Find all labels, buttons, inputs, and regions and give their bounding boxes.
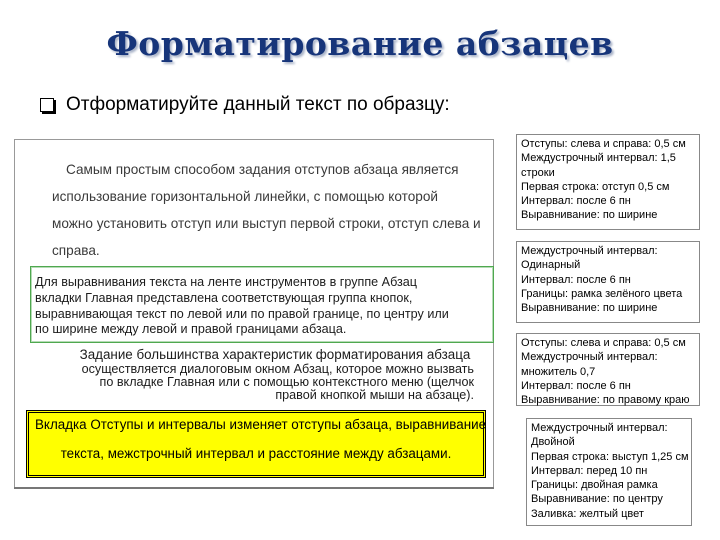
format-callout-4	[526, 418, 692, 526]
paragraph-3-line: осуществляется диалоговым окном Абзац, которое можно вызвать	[81, 362, 474, 376]
format-callout-3	[516, 333, 700, 406]
paragraph-3-line: Задание большинства характеристик форматирования абзаца	[79, 347, 471, 362]
callout-line: Выравнивание: по центру	[531, 493, 663, 506]
callout-line: множитель 0,7	[521, 365, 596, 378]
paragraph-1-line: Самым простым способом задания отступов абзаца является	[66, 162, 459, 177]
paragraph-1-line: справа.	[52, 243, 100, 258]
callout-line: Отступы: слева и справа: 0,5 см	[521, 138, 686, 150]
callout-line: Выравнивание: по правому краю	[521, 394, 690, 407]
slide-title: Форматирование абзацев	[106, 24, 614, 63]
callout-line: Интервал: перед 10 пн	[531, 464, 648, 477]
paragraph-3-line: по вкладке Главная или с помощью контекстного меню (щелчок	[99, 375, 474, 389]
callout-line: Междустрочный интервал: 1,5	[521, 152, 676, 165]
paragraph-4-line: текста, межстрочный интервал и расстояние между абзацами.	[60, 446, 452, 461]
callout-line: Выравнивание: по ширине	[521, 209, 658, 222]
format-callout-1	[516, 134, 700, 230]
callout-line: Интервал: после 6 пн	[521, 273, 631, 286]
callout-line: Двойной	[531, 436, 575, 449]
paragraph-4-yellow-box	[26, 410, 486, 478]
paragraph-3	[76, 348, 474, 402]
document-bottom-border	[14, 487, 494, 489]
callout-line: Первая строка: выступ 1,25 см	[531, 450, 689, 463]
callout-line: Отступы: слева и справа: 0,5 см	[521, 337, 686, 349]
callout-line: Одинарный	[521, 259, 581, 272]
paragraph-3-line: правой кнопкой мыши на абзаце).	[275, 388, 474, 402]
paragraph-1-line: использование горизонтальной линейки, с помощью которой	[52, 189, 438, 204]
callout-line: строки	[521, 166, 555, 179]
callout-line: Междустрочный интервал:	[521, 351, 658, 364]
callout-line: Границы: рамка зелёного цвета	[521, 287, 683, 300]
callout-line: Междустрочный интервал:	[531, 422, 668, 434]
paragraph-2-line: по ширине между левой и правой границами абзаца.	[35, 322, 347, 337]
paragraph-1-line: можно установить отступ или выступ первой строки, отступ слева и	[52, 216, 481, 231]
paragraph-2-line: выравнивающая текст по левой или по правой границе, по центру или	[35, 306, 449, 321]
task-instruction	[40, 94, 450, 116]
callout-line: Выравнивание: по ширине	[521, 302, 658, 315]
callout-line: Интервал: после 6 пн	[521, 195, 631, 208]
paragraph-2-line: вкладки Главная представлена соответствующая группа кнопок,	[35, 290, 413, 305]
checkbox-bullet-icon	[40, 98, 54, 112]
callout-line: Междустрочный интервал:	[521, 245, 658, 257]
paragraph-4-line: Вкладка Отступы и интервалы изменяет отступы абзаца, выравнивание	[35, 417, 487, 432]
paragraph-1	[52, 156, 481, 264]
callout-line: Границы: двойная рамка	[531, 479, 658, 492]
task-instruction-text: Отформатируйте данный текст по образцу:	[66, 94, 450, 115]
callout-line: Первая строка: отступ 0,5 см	[521, 180, 670, 193]
paragraph-2-line: Для выравнивания текста на ленте инструментов в группе Абзац	[35, 275, 418, 289]
format-callout-2	[516, 241, 700, 323]
paragraph-2-green-frame	[30, 266, 494, 343]
callout-line: Интервал: после 6 пн	[521, 379, 631, 392]
callout-line: Заливка: желтый цвет	[531, 507, 644, 520]
